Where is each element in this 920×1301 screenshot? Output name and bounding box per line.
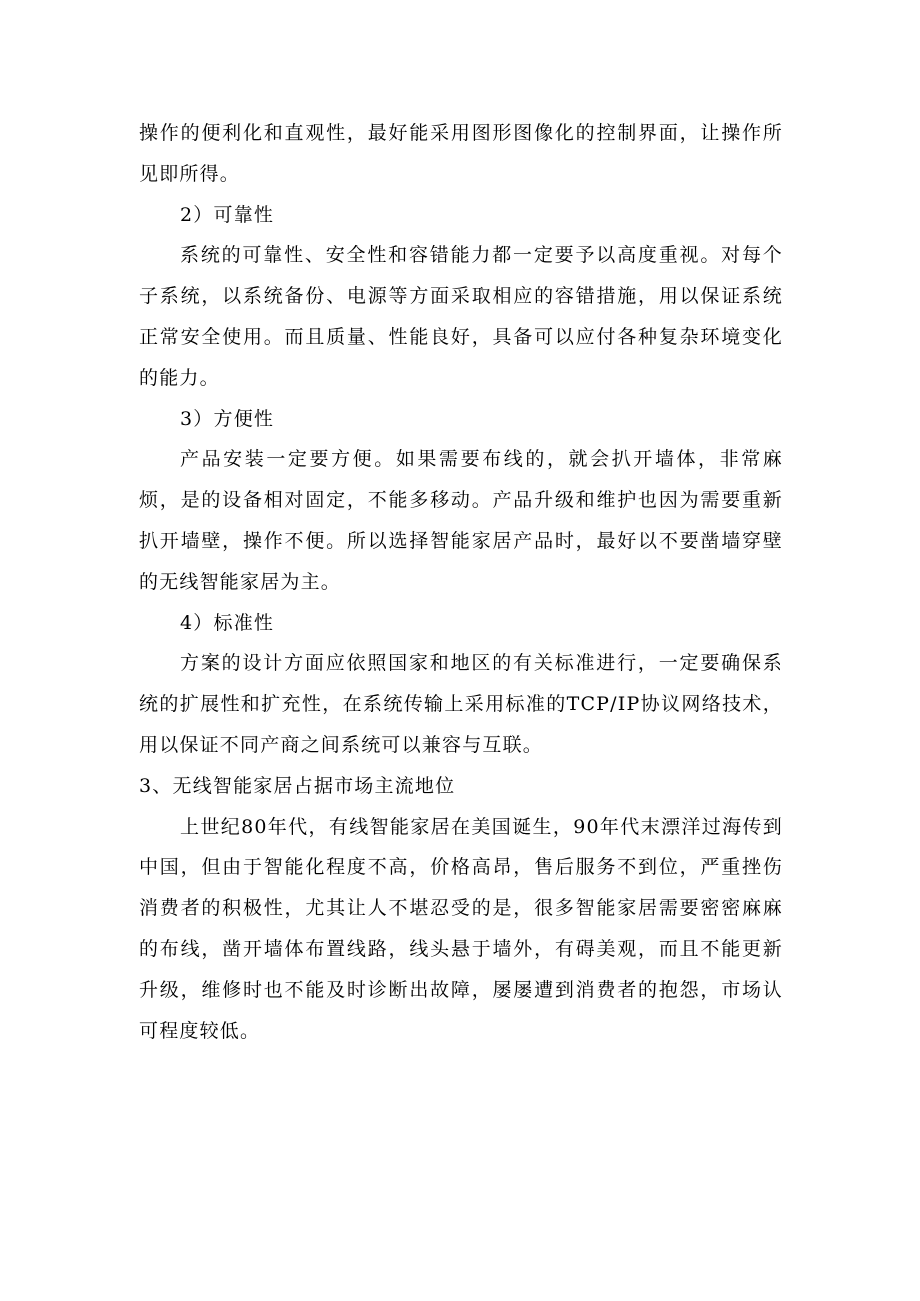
paragraph-standardization: 方案的设计方面应依照国家和地区的有关标准进行，一定要确保系统的扩展性和扩充性，在系统传输上采用标准的TCP/IP协议网络技术，用以保证不同产商之间系统可以兼容与互联。 (139, 652, 783, 756)
paragraph-history: 上世纪80年代，有线智能家居在美国诞生，90年代末漂洋过海传到中国，但由于智能化程度不高，价格高昂，售后服务不到位，严重挫伤消费者的积极性，尤其让人不堪忍受的是，很多智能家居需要密密麻麻的布线，凿开墙体布置线路，线头悬于墙外，有碍美观，而且不能更新升级，维修时也不能及时诊断出故障，屡屡遭到消费者的抱怨，市场认可程度较低。 (139, 815, 783, 1042)
paragraph-continued: 操作的便利化和直观性，最好能采用图形图像化的控制界面，让操作所见即所得。 (139, 122, 783, 185)
subheading-reliability: 2）可靠性 (180, 203, 275, 226)
document-body (139, 113, 783, 1051)
section-heading-wireless-mainstream: 3、无线智能家居占据市场主流地位 (139, 774, 456, 797)
paragraph-reliability: 系统的可靠性、安全性和容错能力都一定要予以高度重视。对每个子系统，以系统备份、电源等方面采取相应的容错措施，用以保证系统正常安全使用。而且质量、性能良好，具备可以应付各种复杂环境变化的能力。 (139, 244, 783, 389)
paragraph-convenience: 产品安装一定要方便。如果需要布线的，就会扒开墙体，非常麻烦，是的设备相对固定，不能多移动。产品升级和维护也因为需要重新扒开墙壁，操作不便。所以选择智能家居产品时，最好以不要凿墙穿壁的无线智能家居为主。 (139, 448, 783, 593)
subheading-convenience: 3）方便性 (180, 407, 275, 430)
subheading-standardization: 4）标准性 (180, 611, 275, 634)
